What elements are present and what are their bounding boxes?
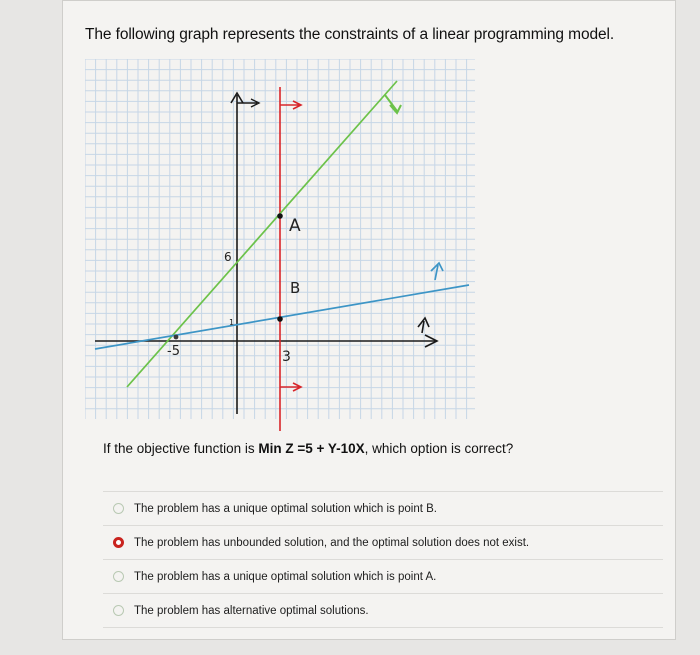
- objective-text: [103, 441, 663, 456]
- y-intercept-label: 6: [224, 250, 232, 264]
- tick-one-label: 1: [229, 318, 235, 327]
- option-1[interactable]: [103, 491, 663, 525]
- point-b-dot: [277, 316, 283, 322]
- radio-button-option-4[interactable]: [113, 605, 124, 616]
- intersection-dot: [174, 335, 179, 340]
- objective-prefix: If the objective function is: [103, 441, 259, 456]
- objective-function: Min Z =5 + Y-10X: [258, 441, 365, 456]
- x-pos-label: 3: [282, 349, 291, 365]
- y-axis-direction-arrow-icon: [237, 99, 259, 107]
- option-4-label: The problem has alternative optimal solutions.: [134, 604, 369, 617]
- red-direction-arrow-top-icon: [280, 101, 301, 109]
- point-a-dot: [277, 213, 283, 219]
- option-3[interactable]: [103, 559, 663, 593]
- x-neg-label: -5: [167, 344, 180, 359]
- option-2-label: The problem has unbounded solution, and the optimal solution does not exist.: [134, 536, 530, 549]
- blue-constraint-line: [95, 285, 469, 349]
- radio-button-option-1[interactable]: [113, 503, 124, 514]
- blue-direction-arrow-bottom-icon: [418, 318, 429, 333]
- point-b-label: B: [290, 279, 301, 297]
- option-3-label: The problem has a unique optimal solution which is point A.: [134, 570, 437, 583]
- option-4[interactable]: [103, 593, 663, 628]
- objective-suffix: , which option is correct?: [364, 441, 514, 456]
- constraint-graph: [85, 59, 475, 431]
- option-2[interactable]: [103, 525, 663, 559]
- radio-button-option-3[interactable]: [113, 571, 124, 582]
- radio-button-option-2[interactable]: [113, 537, 124, 548]
- option-1-label: The problem has a unique optimal solution which is point B.: [134, 502, 438, 515]
- point-a-label: A: [289, 216, 301, 236]
- green-direction-arrow-icon: [385, 95, 401, 113]
- question-text: The following graph represents the constraints of a linear programming model.: [85, 26, 615, 43]
- red-direction-arrow-bottom-icon: [280, 383, 301, 391]
- answer-options: [103, 491, 663, 628]
- question-card: [62, 0, 676, 640]
